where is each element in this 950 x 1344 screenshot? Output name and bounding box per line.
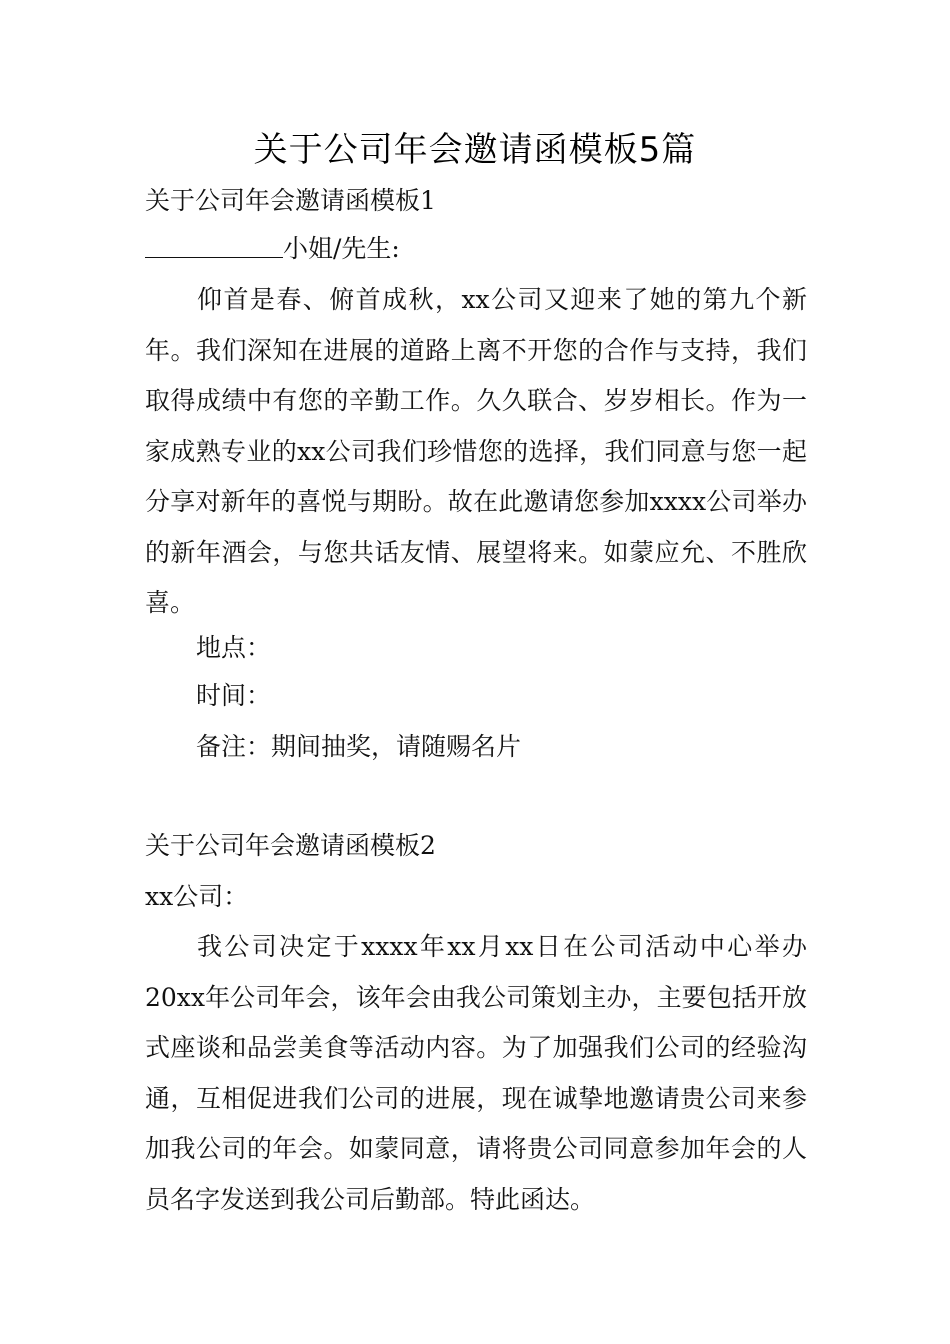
template1-note: 备注：期间抽奖，请随赐名片 (196, 732, 522, 761)
template1-body-paragraph: 仰首是春、俯首成秋，xx公司又迎来了她的第九个新年。我们深知在进展的道路上离不开您的合作与支持，我们取得成绩中有您的辛勤工作。久久联合、岁岁相长。作为一家成熟专业的xx公司我们珍惜您的选择，我们同意与您一起分享对新年的喜悦与期盼。故在此邀请您参加xxxx公司举办的新年酒会，与您共话友情、展望将来。如蒙应允、不胜欣喜。 (145, 285, 807, 617)
template1-location-label: 地点： (196, 633, 272, 662)
template1-heading: 关于公司年会邀请函模板1 (145, 186, 436, 215)
template2-heading: 关于公司年会邀请函模板2 (145, 831, 436, 860)
template2-body-paragraph: 我公司决定于xxxx年xx月xx日在公司活动中心举办20xx年公司年会，该年会由我公司策划主办，主要包括开放式座谈和品尝美食等活动内容。为了加强我们公司的经验沟通，互相促进我们公司的进展，现在诚挚地邀请贵公司来参加我公司的年会。如蒙同意，请将贵公司同意参加年会的人员名字发送到我公司后勤部。特此函达。 (145, 932, 807, 1214)
document-title: 关于公司年会邀请函模板5篇 (253, 130, 697, 170)
template1-salutation: 小姐/先生: (283, 234, 400, 263)
template1-time-label: 时间： (196, 681, 272, 710)
name-blank-line (145, 231, 283, 258)
template2-salutation: xx公司： (145, 882, 249, 911)
template1-salutation-line (145, 231, 400, 267)
